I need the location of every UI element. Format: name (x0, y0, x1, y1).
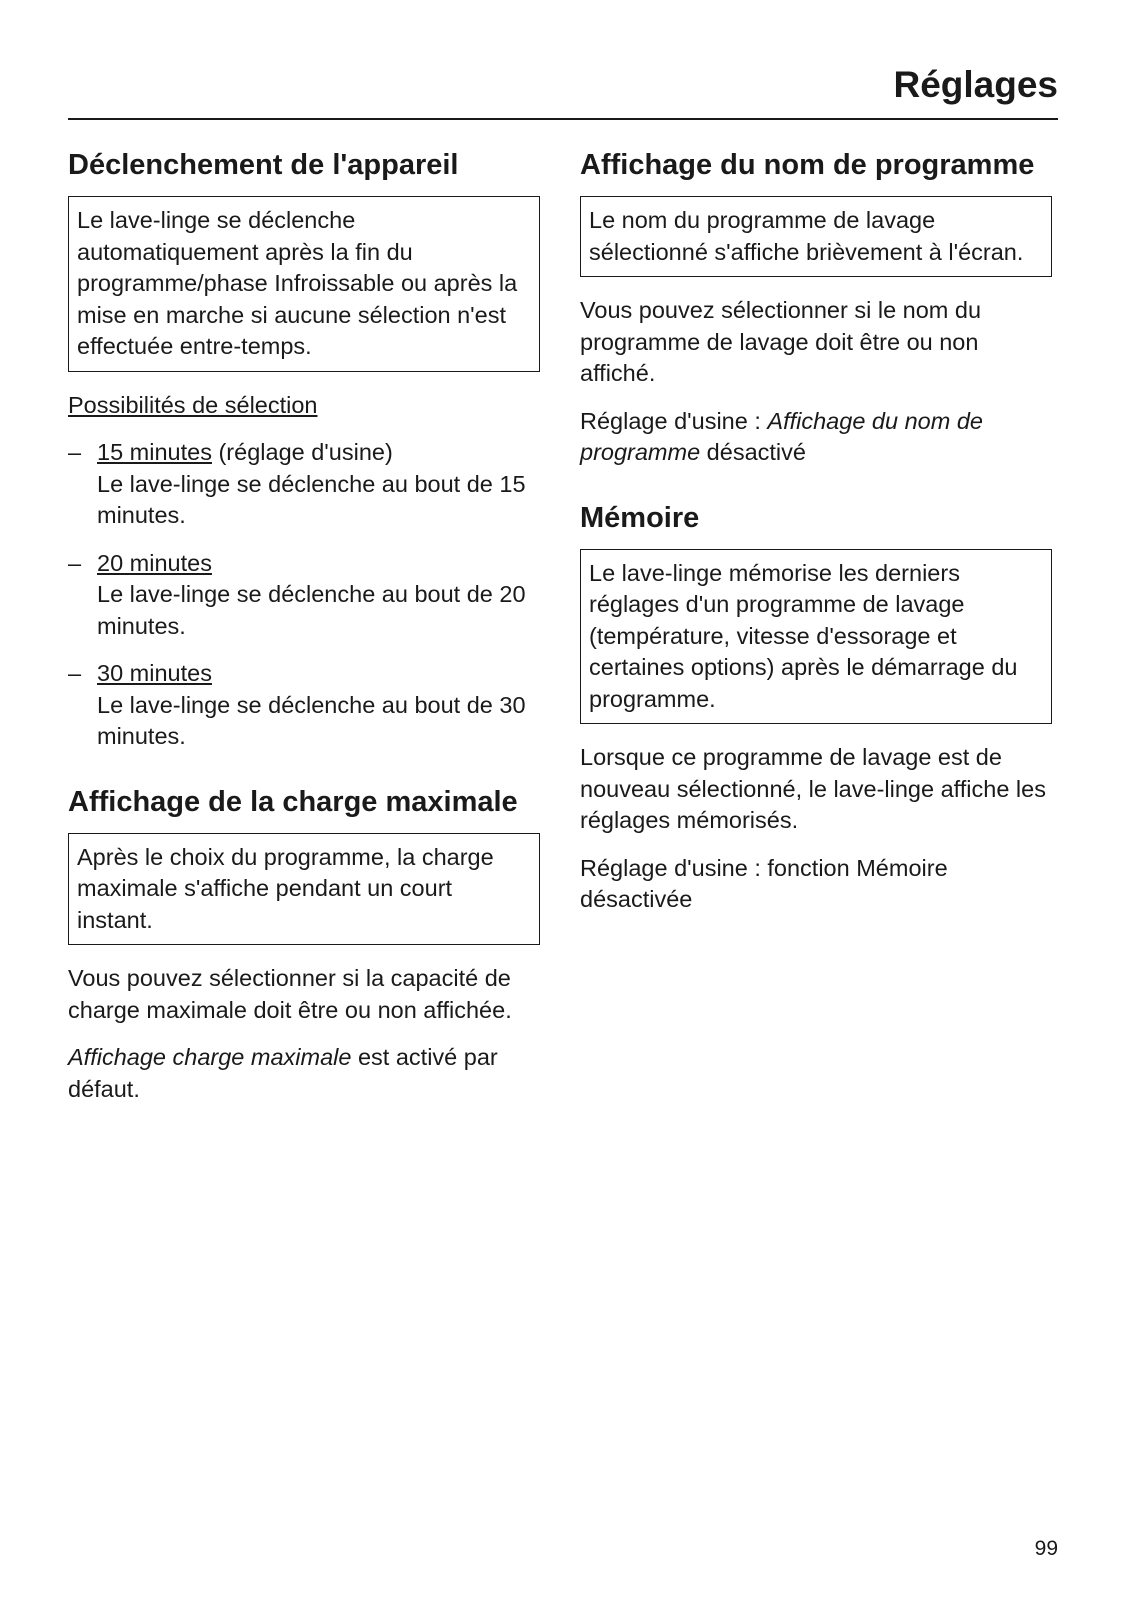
dash-bullet: – (68, 660, 82, 686)
paragraph-rest: est activé par défaut. (68, 1044, 498, 1102)
list-item (68, 437, 540, 532)
list-item (68, 548, 540, 643)
paragraph-program-name-default (580, 406, 1052, 469)
options-heading-text: Possibilités de sélection (68, 391, 318, 418)
section-memory (580, 499, 1052, 916)
left-column (68, 146, 540, 1121)
info-box-memory: Le lave-linge mémorise les derniers réglages d'un programme de lavage (température, vitesse d'essorage et certaines options) après le démarrage du programme. (580, 549, 1052, 725)
section-title-auto-off: Déclenchement de l'appareil (68, 149, 459, 181)
info-box-program-name: Le nom du programme de lavage sélectionné s'affiche brièvement à l'écran. (580, 196, 1052, 277)
paragraph-max-load-select: Vous pouvez sélectionner si la capacité de charge maximale doit être ou non affichée. (68, 965, 512, 1023)
info-box-max-load: Après le choix du programme, la charge maximale s'affiche pendant un court instant. (68, 833, 540, 946)
options-heading (68, 390, 540, 422)
section-auto-off (68, 146, 540, 753)
option-desc: Le lave-linge se déclenche au bout de 15 minutes. (97, 470, 526, 528)
info-box-auto-off: Le lave-linge se déclenche automatiquement après la fin du programme/phase Infroissable ou après la mise en marche si aucune sélection n'est effectuée entre-temps. (68, 196, 540, 372)
option-label: 15 minutes (97, 439, 212, 465)
paragraph-memory-reselect: Lorsque ce programme de lavage est de nouveau sélectionné, le lave-linge affiche les réglages mémorisés. (580, 744, 1046, 833)
paragraph-max-load-default (68, 1042, 540, 1105)
right-column (580, 146, 1052, 932)
option-desc: Le lave-linge se déclenche au bout de 20 minutes. (97, 581, 526, 639)
section-title-max-load: Affichage de la charge maximale (68, 785, 518, 818)
section-title-memory: Mémoire (580, 501, 700, 534)
paragraph-memory-default: Réglage d'usine : fonction Mémoire désactivée (580, 854, 948, 912)
page-number: 99 (1034, 1537, 1058, 1560)
paragraph-suffix: désactivé (700, 439, 806, 465)
section-title-program-name: Affichage du nom de programme (580, 149, 1035, 181)
option-label: 20 minutes (97, 549, 212, 576)
section-max-load (68, 783, 540, 1106)
dash-bullet: – (68, 549, 82, 576)
section-program-name (580, 146, 1052, 469)
paragraph-program-name-select: Vous pouvez sélectionner si le nom du programme de lavage doit être ou non affiché. (580, 297, 982, 386)
header-divider (68, 118, 1058, 120)
italic-setting-name: Affichage du nom de programme (580, 407, 983, 465)
italic-setting-name: Affichage charge maximale (68, 1044, 352, 1070)
option-suffix: (réglage d'usine) (211, 439, 393, 465)
option-label: 30 minutes (97, 660, 212, 686)
dash-bullet: – (68, 439, 82, 465)
page-title: Réglages (893, 64, 1058, 105)
option-desc: Le lave-linge se déclenche au bout de 30 minutes. (97, 691, 526, 749)
paragraph-prefix: Réglage d'usine : (580, 407, 768, 434)
list-item (68, 658, 540, 753)
options-list (68, 437, 540, 753)
